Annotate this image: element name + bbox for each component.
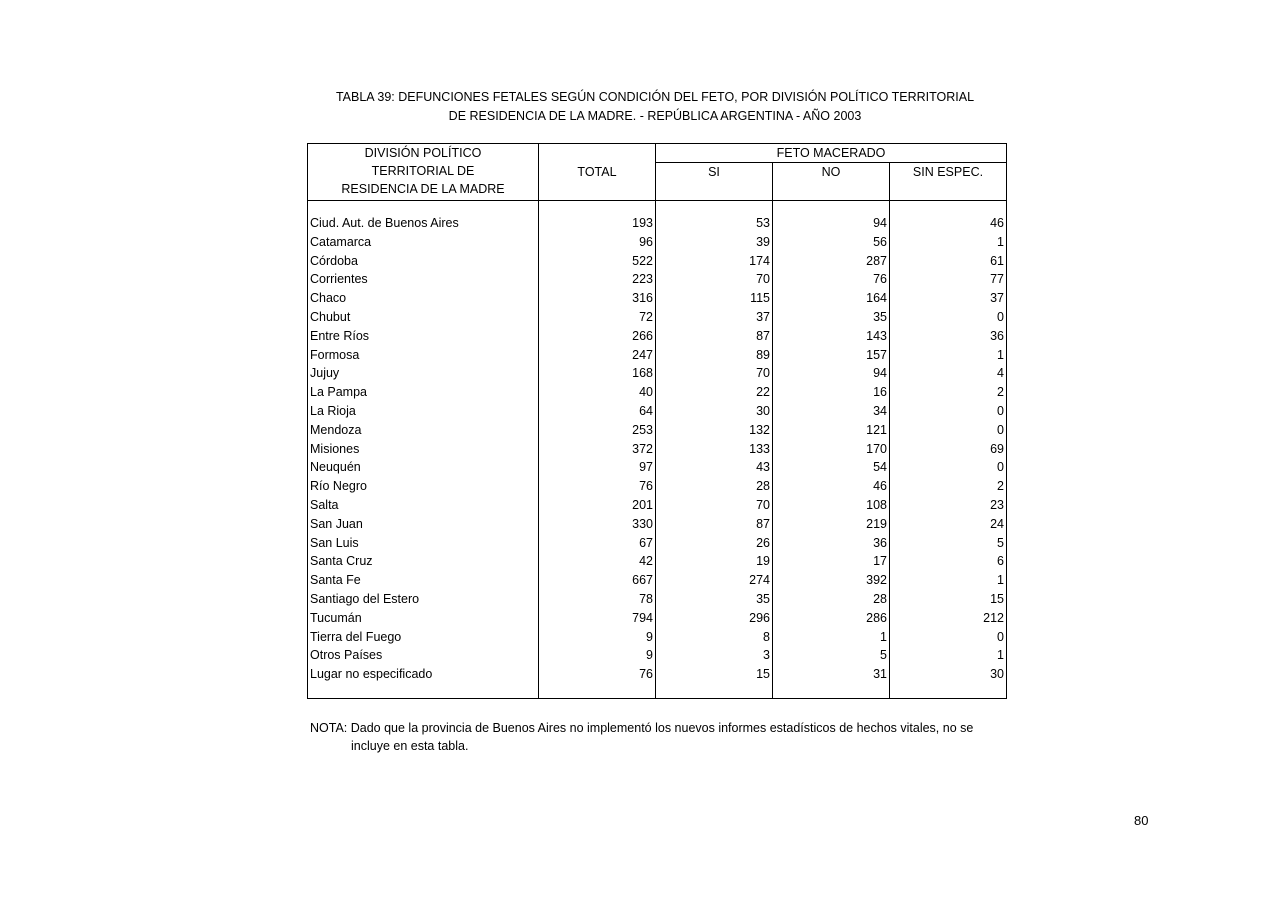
row-sin-espec: 0: [890, 628, 1007, 647]
row-total: 72: [539, 308, 656, 327]
table-row: [308, 646, 1007, 665]
row-sin-espec: 0: [890, 308, 1007, 327]
table-row: [308, 308, 1007, 327]
table-row: [308, 477, 1007, 496]
row-si: 22: [656, 383, 773, 402]
row-si: 35: [656, 590, 773, 609]
table-body: [308, 214, 1007, 684]
row-total: 76: [539, 665, 656, 684]
row-si: 28: [656, 477, 773, 496]
note-line-2: incluye en esta tabla.: [351, 739, 469, 753]
row-si: 115: [656, 289, 773, 308]
row-total: 247: [539, 346, 656, 365]
row-no: 170: [773, 440, 890, 459]
row-sin-espec: 24: [890, 515, 1007, 534]
row-no: 219: [773, 515, 890, 534]
row-sin-espec: 36: [890, 327, 1007, 346]
table-row: [308, 270, 1007, 289]
row-name: Tucumán: [310, 610, 362, 625]
row-name: La Pampa: [310, 385, 367, 400]
row-sin-espec: 0: [890, 458, 1007, 477]
row-name: Chaco: [310, 291, 347, 306]
table-row: [308, 402, 1007, 421]
table-row: [308, 628, 1007, 647]
row-no: 16: [773, 383, 890, 402]
table-row: [308, 665, 1007, 684]
row-total: 253: [539, 421, 656, 440]
row-sin-espec: 212: [890, 609, 1007, 628]
row-total: 266: [539, 327, 656, 346]
row-si: 37: [656, 308, 773, 327]
row-total: 522: [539, 252, 656, 271]
table-row: [308, 327, 1007, 346]
row-si: 43: [656, 458, 773, 477]
table-row: [308, 515, 1007, 534]
row-total: 193: [539, 214, 656, 233]
row-name: Corrientes: [310, 272, 368, 287]
row-no: 164: [773, 289, 890, 308]
row-no: 392: [773, 571, 890, 590]
row-no: 56: [773, 233, 890, 252]
row-si: 19: [656, 552, 773, 571]
row-name: Formosa: [310, 347, 360, 362]
row-no: 1: [773, 628, 890, 647]
row-name: Santa Fe: [310, 573, 361, 588]
row-name: Otros Países: [310, 648, 383, 663]
row-sin-espec: 15: [890, 590, 1007, 609]
row-no: 76: [773, 270, 890, 289]
row-name: Río Negro: [310, 479, 367, 494]
row-total: 96: [539, 233, 656, 252]
row-name: Catamarca: [310, 234, 372, 249]
row-si: 133: [656, 440, 773, 459]
row-total: 372: [539, 440, 656, 459]
row-sin-espec: 61: [890, 252, 1007, 271]
table-row: [308, 233, 1007, 252]
row-total: 97: [539, 458, 656, 477]
row-no: 46: [773, 477, 890, 496]
row-no: 17: [773, 552, 890, 571]
row-sin-espec: 4: [890, 364, 1007, 383]
row-sin-espec: 46: [890, 214, 1007, 233]
row-no: 94: [773, 214, 890, 233]
table-row: [308, 364, 1007, 383]
header-division-line-3: RESIDENCIA DE LA MADRE: [341, 182, 505, 196]
row-total: 9: [539, 628, 656, 647]
row-no: 94: [773, 364, 890, 383]
row-no: 287: [773, 252, 890, 271]
row-si: 70: [656, 496, 773, 515]
row-sin-espec: 1: [890, 571, 1007, 590]
header-sin-espec: SIN ESPEC.: [890, 163, 1007, 201]
table-row: [308, 496, 1007, 515]
row-total: 40: [539, 383, 656, 402]
row-sin-espec: 2: [890, 383, 1007, 402]
row-name: San Luis: [310, 535, 359, 550]
row-si: 174: [656, 252, 773, 271]
row-si: 87: [656, 327, 773, 346]
row-total: 794: [539, 609, 656, 628]
row-si: 132: [656, 421, 773, 440]
row-si: 70: [656, 270, 773, 289]
row-sin-espec: 0: [890, 402, 1007, 421]
row-no: 5: [773, 646, 890, 665]
table-row: [308, 552, 1007, 571]
row-name: Córdoba: [310, 253, 358, 268]
row-si: 53: [656, 214, 773, 233]
row-no: 54: [773, 458, 890, 477]
row-sin-espec: 77: [890, 270, 1007, 289]
row-sin-espec: 5: [890, 534, 1007, 553]
header-division-line-1: DIVISIÓN POLÍTICO: [364, 146, 482, 160]
row-no: 108: [773, 496, 890, 515]
row-name: San Juan: [310, 516, 363, 531]
row-no: 157: [773, 346, 890, 365]
row-no: 121: [773, 421, 890, 440]
row-no: 143: [773, 327, 890, 346]
row-no: 35: [773, 308, 890, 327]
table-row: [308, 590, 1007, 609]
row-name: Santiago del Estero: [310, 591, 420, 606]
row-si: 3: [656, 646, 773, 665]
row-name: Ciud. Aut. de Buenos Aires: [310, 216, 459, 230]
row-sin-espec: 1: [890, 233, 1007, 252]
row-name: Tierra del Fuego: [310, 629, 402, 644]
table-row: [308, 214, 1007, 233]
header-feto-macerado: FETO MACERADO: [656, 144, 1007, 163]
row-total: 9: [539, 646, 656, 665]
row-sin-espec: 23: [890, 496, 1007, 515]
row-total: 667: [539, 571, 656, 590]
row-sin-espec: 6: [890, 552, 1007, 571]
table-row: [308, 383, 1007, 402]
row-sin-espec: 2: [890, 477, 1007, 496]
table-row: [308, 440, 1007, 459]
row-sin-espec: 30: [890, 665, 1007, 684]
table-row: [308, 571, 1007, 590]
row-name: Jujuy: [310, 366, 340, 381]
row-si: 26: [656, 534, 773, 553]
row-total: 168: [539, 364, 656, 383]
row-total: 64: [539, 402, 656, 421]
row-name: Lugar no especificado: [310, 667, 433, 682]
table-row: [308, 458, 1007, 477]
table-row: [308, 289, 1007, 308]
row-sin-espec: 69: [890, 440, 1007, 459]
row-si: 87: [656, 515, 773, 534]
note-line-1: NOTA: Dado que la provincia de Buenos Aires no implementó los nuevos informes estadísticos de hechos vitales, no se: [310, 721, 974, 735]
row-total: 76: [539, 477, 656, 496]
row-name: Chubut: [310, 309, 351, 324]
table-row: [308, 534, 1007, 553]
row-name: Mendoza: [310, 422, 362, 437]
header-si: SI: [656, 163, 773, 201]
row-sin-espec: 37: [890, 289, 1007, 308]
row-sin-espec: 1: [890, 646, 1007, 665]
row-no: 31: [773, 665, 890, 684]
row-si: 39: [656, 233, 773, 252]
row-total: 201: [539, 496, 656, 515]
table-row: [308, 609, 1007, 628]
row-no: 286: [773, 609, 890, 628]
row-total: 78: [539, 590, 656, 609]
header-no: NO: [773, 163, 890, 201]
table-row: [308, 346, 1007, 365]
row-no: 28: [773, 590, 890, 609]
row-total: 330: [539, 515, 656, 534]
row-si: 89: [656, 346, 773, 365]
row-name: Santa Cruz: [310, 554, 373, 569]
header-total: TOTAL: [539, 144, 656, 201]
row-name: Misiones: [310, 441, 360, 456]
row-total: 316: [539, 289, 656, 308]
data-table: [307, 143, 1007, 699]
table-row: [308, 252, 1007, 271]
table-row: [308, 421, 1007, 440]
title-line-2: DE RESIDENCIA DE LA MADRE. - REPÚBLICA ARGENTINA - AÑO 2003: [448, 109, 862, 123]
row-total: 67: [539, 534, 656, 553]
row-sin-espec: 1: [890, 346, 1007, 365]
row-name: Salta: [310, 497, 339, 512]
row-total: 223: [539, 270, 656, 289]
row-name: Neuquén: [310, 460, 361, 475]
row-no: 34: [773, 402, 890, 421]
row-si: 274: [656, 571, 773, 590]
row-si: 70: [656, 364, 773, 383]
row-name: Entre Ríos: [310, 328, 370, 343]
row-si: 30: [656, 402, 773, 421]
row-total: 42: [539, 552, 656, 571]
row-si: 8: [656, 628, 773, 647]
title-line-1: TABLA 39: DEFUNCIONES FETALES SEGÚN CONDICIÓN DEL FETO, POR DIVISIÓN POLÍTICO TERRITORIAL: [335, 90, 975, 104]
page-number: 80: [1134, 813, 1149, 828]
header-division-line-2: TERRITORIAL DE: [371, 164, 475, 178]
row-no: 36: [773, 534, 890, 553]
row-sin-espec: 0: [890, 421, 1007, 440]
header-division: [308, 144, 539, 201]
table-note: [310, 719, 973, 755]
row-si: 296: [656, 609, 773, 628]
row-name: La Rioja: [310, 403, 356, 418]
row-si: 15: [656, 665, 773, 684]
table-title: [0, 88, 1280, 126]
